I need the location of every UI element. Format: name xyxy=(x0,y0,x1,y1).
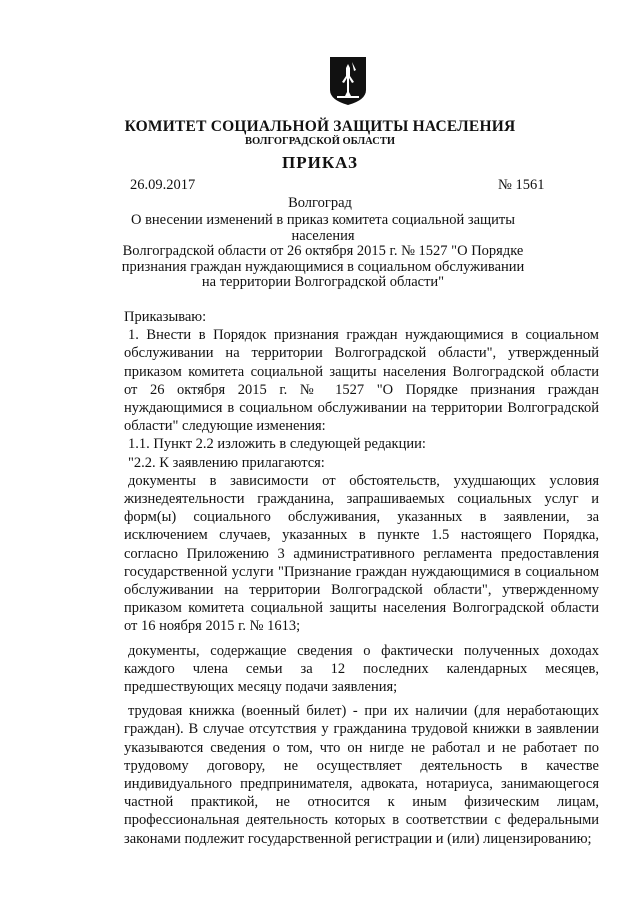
document-body xyxy=(124,308,599,848)
document-number: № 1561 xyxy=(498,177,545,193)
item-1-1: 1.1. Пункт 2.2 изложить в следующей редакции: xyxy=(128,436,426,453)
volgograd-emblem-icon xyxy=(329,56,367,106)
paragraph-income: документы, содержащие сведения о фактически полученных доходах каждого члена семьи за 12 последних календарных месяцев, предшествующих месяцу подачи заявления; xyxy=(124,642,599,696)
item-1: 1. Внести в Порядок признания граждан нуждающимися в социальном обслуживании на территории Волгоградской области", утвержденный приказом комитета социальной защиты населения Волгоградской области от 26 октября 2015 г. № 1527 "О Порядке признания граждан нуждающимися в социальном обслуживании на территории Волгоградской области" следующие изменения: xyxy=(124,327,599,435)
paragraph-documents: документы в зависимости от обстоятельств, ухудшающих условия жизнедеятельности гражданина, запрашиваемых социальных услуг и форм(ы) социального обслуживания, указанных в заявлении, за исключением случаев, указанных в пункте 1.5 настоящего Порядка, согласно Приложению 3 административного регламента предоставления государственной услуги "Признание граждан нуждающимися в социальном обслуживании на территории Волгоградской области", утвержденному приказом комитета социальной защиты населения Волгоградской области от 16 ноября 2015 г. № 1613; xyxy=(124,472,599,635)
subject-line: О внесении изменений в приказ комитета социальной защиты населения xyxy=(130,212,516,244)
subject-line: на территории Волгоградской области" xyxy=(201,274,445,290)
subject-line: Волгоградской области от 26 октября 2015 г. № 1527 "О Порядке xyxy=(122,243,524,259)
document-type: ПРИКАЗ xyxy=(282,153,358,172)
document-date: 26.09.2017 xyxy=(130,177,196,193)
org-subtitle: ВОЛГОГРАДСКОЙ ОБЛАСТИ xyxy=(245,136,395,147)
quote-start: "2.2. К заявлению прилагаются: xyxy=(128,454,325,471)
document-subject xyxy=(118,213,528,291)
org-title: КОМИТЕТ СОЦИАЛЬНОЙ ЗАЩИТЫ НАСЕЛЕНИЯ xyxy=(124,118,516,135)
subject-line: признания граждан нуждающимися в социальном обслуживании xyxy=(121,258,525,275)
paragraph-workbook: трудовая книжка (военный билет) - при их наличии (для неработающих граждан). В случае отсутствия у гражданина трудовой книжки в заявлении указываются сведения о том, что он нигде не работал и не работает по трудовому договору, не осуществляет деятельность в качестве индивидуального предпринимателя, адвоката, нотариуса, занимающегося частной практикой, не относится к иным физическим лицам, профессиональная деятельность которых в соответствии с федеральными законами подлежит государственной регистрации и (или) лицензированию; xyxy=(124,703,599,847)
order-intro: Приказываю: xyxy=(124,309,207,325)
document-city: Волгоград xyxy=(288,195,352,211)
